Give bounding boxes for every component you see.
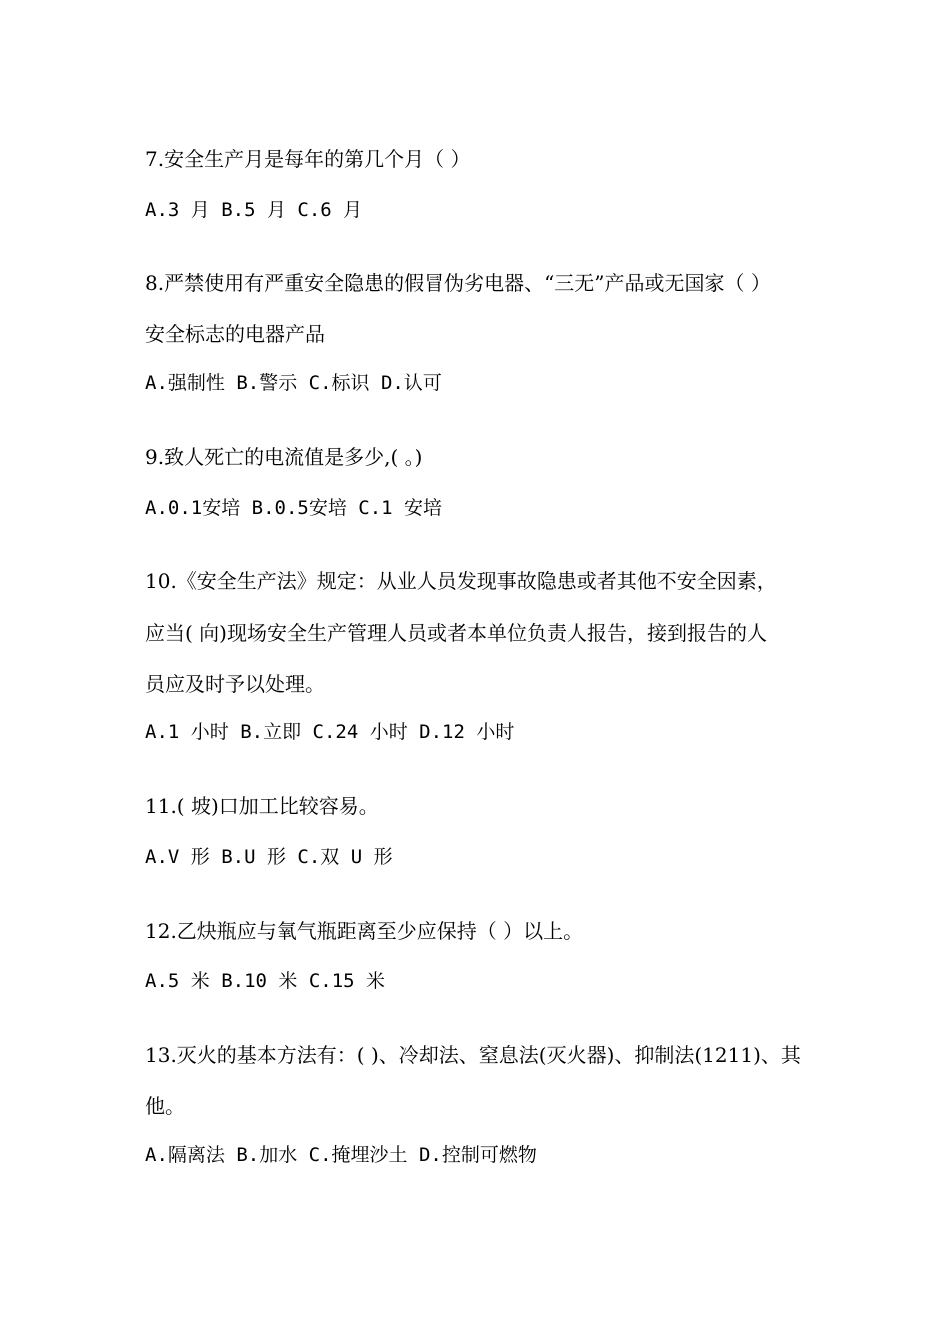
question-9-options: A.0.1安培 B.0.5安培 C.1 安培 xyxy=(145,497,443,519)
question-13-text-line-1: 13.灭火的基本方法有：( )、冷却法、窒息法(灭火器)、抑制法(1211)、其 xyxy=(145,1043,801,1067)
question-10-options: A.1 小时 B.立即 C.24 小时 D.12 小时 xyxy=(145,721,515,743)
question-10-text-line-1: 10.《安全生产法》规定：从业人员发现事故隐患或者其他不安全因素， xyxy=(145,569,777,593)
question-8-text-line-1: 8.严禁使用有严重安全隐患的假冒伪劣电器、“三无”产品或无国家（ ） xyxy=(145,271,771,295)
question-12-options: A.5 米 B.10 米 C.15 米 xyxy=(145,970,386,992)
question-10-text-line-2: 应当( 向)现场安全生产管理人员或者本单位负责人报告，接到报告的人 xyxy=(145,621,767,645)
question-11-text: 11.( 坡)口加工比较容易。 xyxy=(145,794,379,818)
question-10-text-line-3: 员应及时予以处理。 xyxy=(145,672,325,696)
question-7-options: A.3 月 B.5 月 C.6 月 xyxy=(145,199,363,221)
question-8-options: A.强制性 B.警示 C.标识 D.认可 xyxy=(145,372,442,394)
question-9-text: 9.致人死亡的电流值是多少,( 。) xyxy=(145,445,423,469)
question-7-text: 7.安全生产月是每年的第几个月（ ） xyxy=(145,147,471,171)
question-8-text-line-2: 安全标志的电器产品 xyxy=(145,322,325,346)
question-13-options: A.隔离法 B.加水 C.掩埋沙土 D.控制可燃物 xyxy=(145,1144,537,1166)
question-12-text: 12.乙炔瓶应与氧气瓶距离至少应保持（ ）以上。 xyxy=(145,919,584,943)
question-11-options: A.V 形 B.U 形 C.双 U 形 xyxy=(145,846,393,868)
question-13-text-line-2: 他。 xyxy=(145,1094,185,1118)
